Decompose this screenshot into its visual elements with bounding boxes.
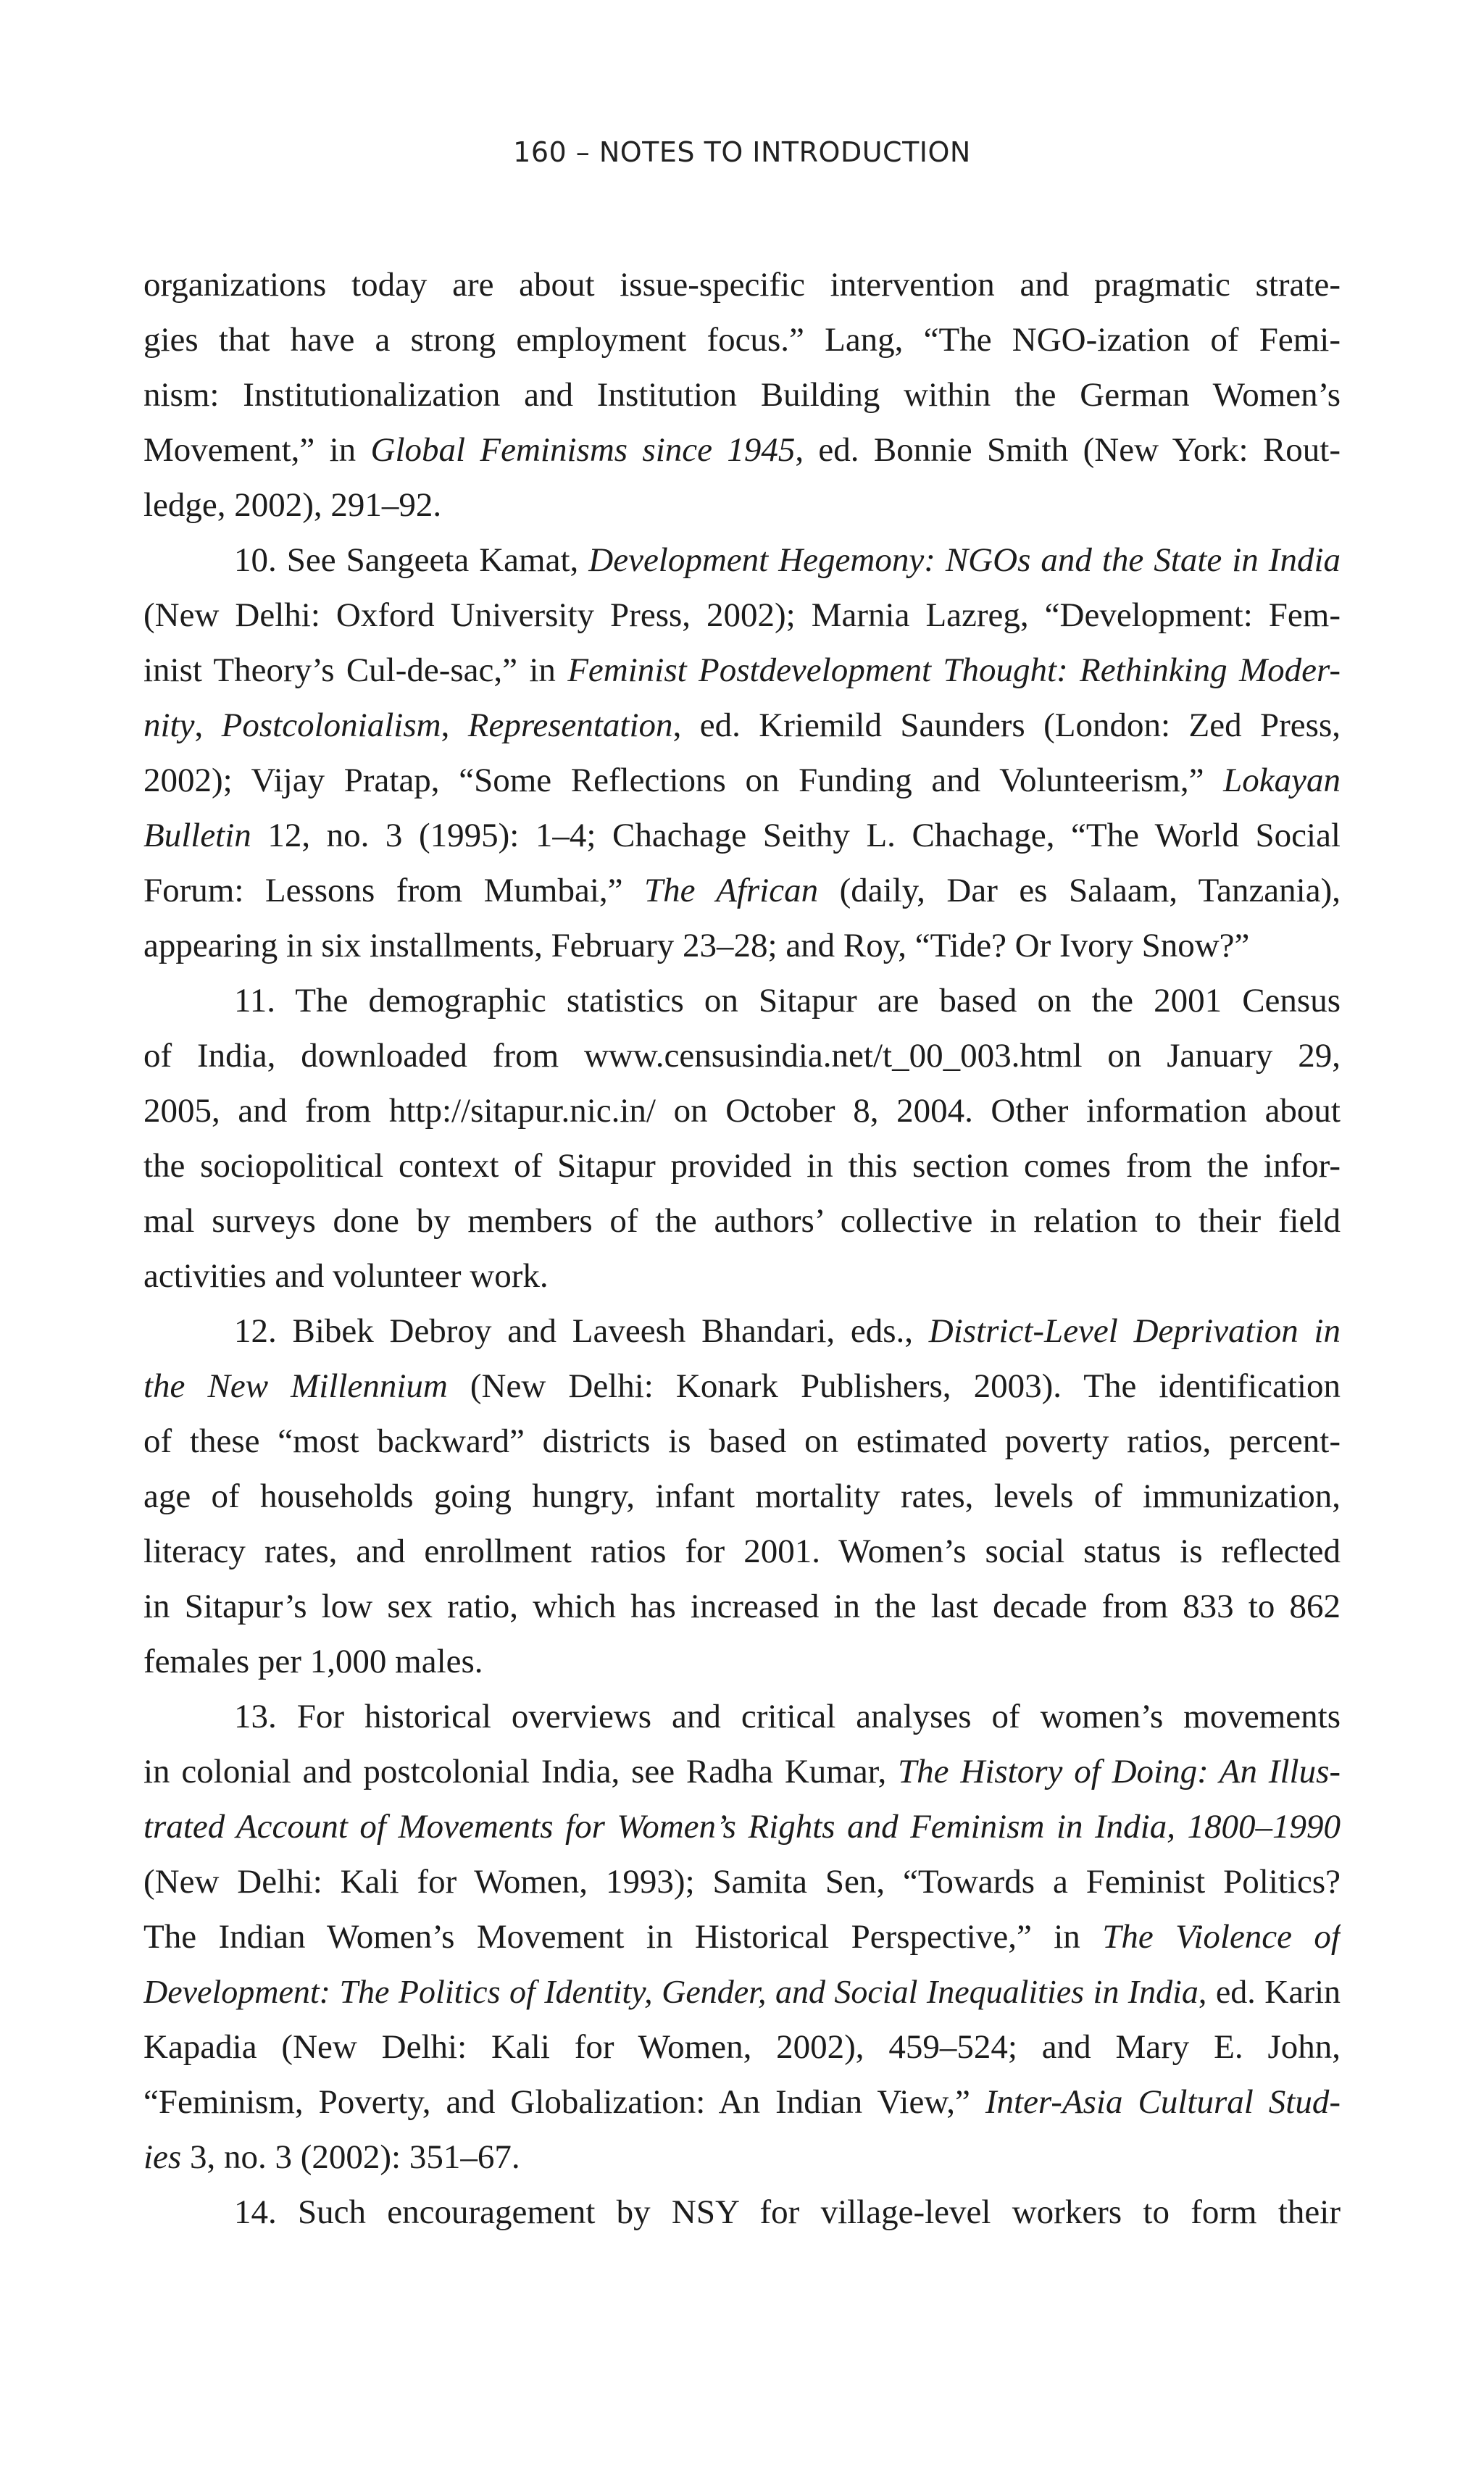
running-head: 160 – NOTES TO INTRODUCTION — [513, 136, 971, 168]
text-line: 12. Bibek Debroy and Laveesh Bhandari, eds., District-Level Deprivation in — [234, 1312, 1341, 1350]
text-line: (New Delhi: Kali for Women, 1993); Samita Sen, “Towards a Feminist Politics? — [143, 1863, 1341, 1901]
text-line: 2002); Vijay Pratap, “Some Reflections on Funding and Volunteerism,” Lokayan — [143, 762, 1341, 799]
text-line: nity, Postcolonialism, Representation, ed. Kriemild Saunders (London: Zed Press, — [143, 706, 1341, 744]
text-line: 14. Such encouragement by NSY for village-level workers to form their — [234, 2193, 1341, 2231]
text-line: 2005, and from http://sitapur.nic.in/ on October 8, 2004. Other information about — [143, 1092, 1341, 1130]
italic-title: Bulletin — [143, 817, 251, 854]
text-line: of these “most backward” districts is based on estimated poverty ratios, percent- — [143, 1422, 1341, 1460]
text-line: age of households going hungry, infant mortality rates, levels of immunization, — [143, 1477, 1341, 1515]
text-line: Kapadia (New Delhi: Kali for Women, 2002), 459–524; and Mary E. John, — [143, 2028, 1341, 2066]
notes-body — [143, 257, 1341, 2240]
note-11 — [143, 973, 1341, 1304]
italic-title: District-Level Deprivation in — [928, 1312, 1341, 1350]
italic-title: Inter-Asia Cultural Stud- — [985, 2083, 1341, 2121]
text-line: 13. For historical overviews and critical analyses of women’s movements — [234, 1698, 1341, 1735]
note-10 — [143, 533, 1341, 973]
note-12 — [143, 1304, 1341, 1689]
text-line — [143, 1799, 1341, 1854]
text-line: the New Millennium (New Delhi: Konark Publishers, 2003). The identification — [143, 1367, 1341, 1405]
italic-title: ies — [143, 2138, 182, 2176]
text-line: inist Theory’s Cul-de-sac,” in Feminist Postdevelopment Thought: Rethinking Moder- — [143, 651, 1341, 689]
text-line: Bulletin 12, no. 3 (1995): 1–4; Chachage Seithy L. Chachage, “The World Social — [143, 817, 1341, 854]
text-line: females per 1,000 males. — [143, 1643, 483, 1680]
italic-title: trated Account of Movements for Women’s Rights and Feminism in India, 1800–1990 — [143, 1808, 1341, 1846]
text-line: (New Delhi: Oxford University Press, 2002); Marnia Lazreg, “Development: Fem- — [143, 596, 1341, 634]
text-line: gies that have a strong employment focus.” Lang, “The NGO-ization of Femi- — [143, 321, 1341, 359]
text-line: organizations today are about issue-specific intervention and pragmatic strate- — [143, 266, 1341, 304]
text-line: 10. See Sangeeta Kamat, Development Hegemony: NGOs and the State in India — [234, 541, 1341, 579]
italic-title: The History of Doing: An Illus- — [898, 1753, 1341, 1790]
italic-title: Lokayan — [1223, 762, 1341, 799]
text-line: of India, downloaded from www.censusindia.net/t_00_003.html on January 29, — [143, 1037, 1341, 1075]
italic-title: the New Millennium — [143, 1367, 448, 1405]
italic-title: Postcolonialism — [221, 706, 441, 744]
italic-title: The Violence of — [1102, 1918, 1341, 1956]
italic-title: Global Feminisms since 1945 — [370, 431, 796, 469]
italic-title: Representation — [467, 706, 673, 744]
text-line: literacy rates, and enrollment ratios for 2001. Women’s social status is reflected — [143, 1533, 1341, 1570]
italic-title: Development: The Politics of Identity, Gender, and Social Inequalities in India — [143, 1973, 1199, 2010]
note-14 — [143, 2185, 1341, 2240]
text-line: activities and volunteer work. — [143, 1257, 549, 1295]
italic-title: nity — [143, 706, 195, 744]
text-line: appearing in six installments, February 23–28; and Roy, “Tide? Or Ivory Snow?” — [143, 927, 1250, 964]
text-line: Movement,” in Global Feminisms since 1945, ed. Bonnie Smith (New York: Rout- — [143, 431, 1341, 469]
text-line: nism: Institutionalization and Institution Building within the German Women’s — [143, 376, 1341, 414]
italic-title: Feminist Postdevelopment Thought: Rethinking Moder- — [567, 651, 1341, 689]
italic-title: The African — [644, 872, 819, 909]
text-line: the sociopolitical context of Sitapur provided in this section comes from the infor- — [143, 1147, 1341, 1185]
text-line: in colonial and postcolonial India, see Radha Kumar, The History of Doing: An Illus- — [143, 1753, 1341, 1790]
text-line: “Feminism, Poverty, and Globalization: An Indian View,” Inter-Asia Cultural Stud- — [143, 2083, 1341, 2121]
note-continuation — [143, 257, 1341, 533]
note-13 — [143, 1689, 1341, 2185]
text-line: 11. The demographic statistics on Sitapur are based on the 2001 Census — [234, 982, 1341, 1020]
text-line: Forum: Lessons from Mumbai,” The African (daily, Dar es Salaam, Tanzania), — [143, 872, 1341, 909]
text-line: in Sitapur’s low sex ratio, which has increased in the last decade from 833 to 862 — [143, 1588, 1341, 1625]
italic-title: Development Hegemony: NGOs and the State in India — [588, 541, 1341, 579]
text-line: The Indian Women’s Movement in Historical Perspective,” in The Violence of — [143, 1918, 1341, 1956]
text-line: ies 3, no. 3 (2002): 351–67. — [143, 2138, 520, 2176]
text-line: mal surveys done by members of the authors’ collective in relation to their field — [143, 1202, 1341, 1240]
text-line: ledge, 2002), 291–92. — [143, 486, 442, 524]
text-line: Development: The Politics of Identity, Gender, and Social Inequalities in India, ed. Karin — [143, 1973, 1341, 2010]
